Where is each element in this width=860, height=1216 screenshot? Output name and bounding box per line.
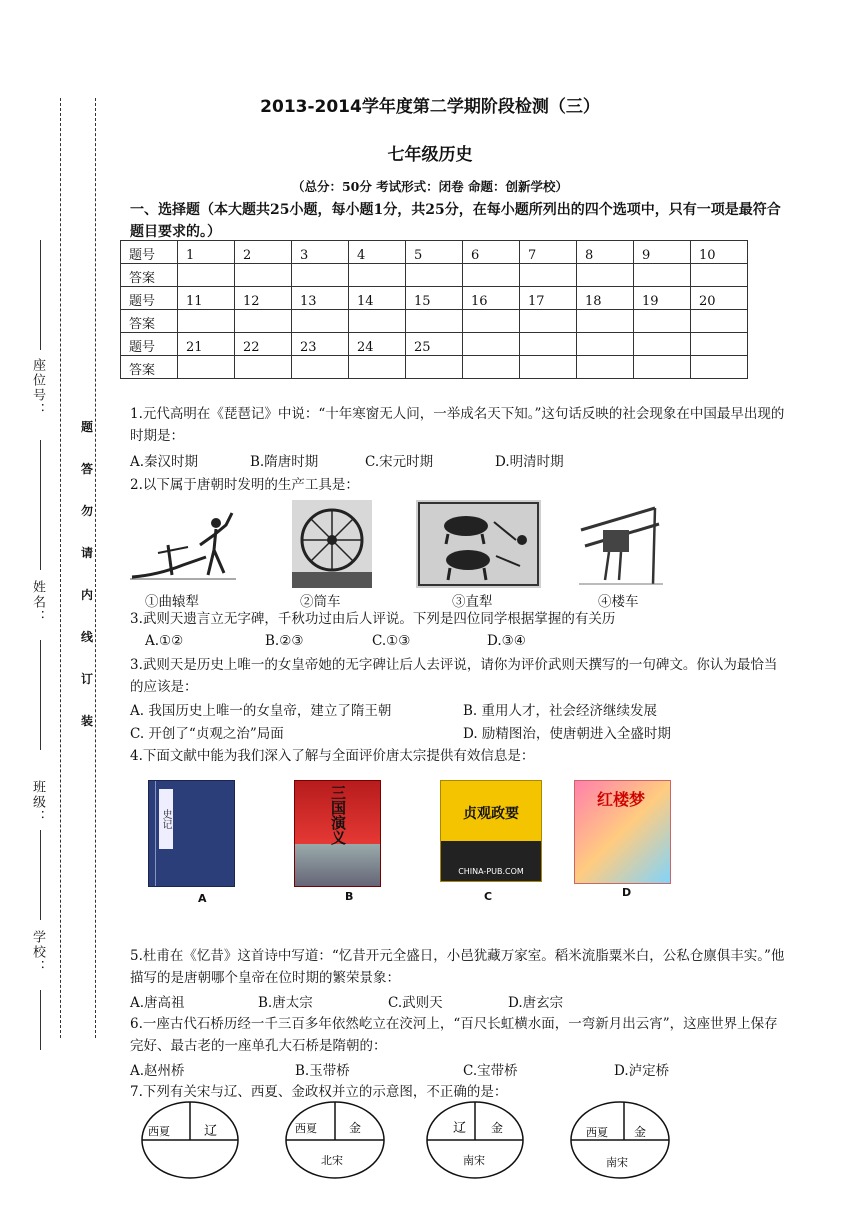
warning-char: 勿 bbox=[80, 504, 93, 518]
water-wheel-image bbox=[292, 500, 372, 588]
answer-cell[interactable] bbox=[406, 356, 463, 379]
answer-cell[interactable] bbox=[292, 356, 349, 379]
name-underline-bottom bbox=[40, 640, 41, 750]
answer-cell[interactable] bbox=[235, 264, 292, 287]
region-label: 南宋 bbox=[606, 1156, 628, 1169]
answer-cell[interactable] bbox=[634, 310, 691, 333]
q5-option-b[interactable]: B.唐太宗 bbox=[258, 995, 313, 1011]
answer-cell[interactable] bbox=[577, 310, 634, 333]
q3b-option-b[interactable]: B. 重用人才，社会经济继续发展 bbox=[463, 703, 658, 719]
region-label: 西夏 bbox=[295, 1122, 317, 1135]
question-number: 5 bbox=[406, 241, 463, 264]
tool-caption: ①曲辕犁 bbox=[145, 594, 199, 610]
question-number: 13 bbox=[292, 287, 349, 310]
q3a-option-d[interactable]: D.③④ bbox=[487, 633, 526, 649]
q6-option-a[interactable]: A.赵州桥 bbox=[130, 1063, 185, 1079]
exam-title: 2013-2014学年度第二学期阶段检测（三） bbox=[260, 97, 600, 117]
q6-option-b[interactable]: B.玉带桥 bbox=[295, 1063, 350, 1079]
question-number: 16 bbox=[463, 287, 520, 310]
answer-cell[interactable] bbox=[178, 310, 235, 333]
book-title: 三国演义 bbox=[329, 785, 347, 845]
question-number: 22 bbox=[235, 333, 292, 356]
book-footer: CHINA-PUB.COM bbox=[458, 867, 524, 876]
answer-cell[interactable] bbox=[577, 264, 634, 287]
question-3b: 3.武则天是历史上唯一的女皇帝她的无字碑让后人去评说，请你为评价武则天撰写的一句碑文。你认为最恰当的应该是： bbox=[130, 657, 778, 695]
empty-cell bbox=[691, 356, 748, 379]
question-number: 17 bbox=[520, 287, 577, 310]
region-label: 西夏 bbox=[586, 1126, 608, 1139]
warning-char: 题 bbox=[80, 420, 93, 434]
region-label: 金 bbox=[634, 1125, 647, 1139]
empty-cell bbox=[520, 356, 577, 379]
empty-cell bbox=[463, 356, 520, 379]
question-number: 3 bbox=[292, 241, 349, 264]
class-label: 班级： bbox=[30, 780, 45, 825]
region-label: 辽 bbox=[204, 1124, 218, 1139]
question-number: 23 bbox=[292, 333, 349, 356]
question-number: 10 bbox=[691, 241, 748, 264]
answer-cell[interactable] bbox=[406, 310, 463, 333]
empty-cell bbox=[463, 333, 520, 356]
book-shiji-cover bbox=[148, 780, 235, 887]
seed-drill-image bbox=[575, 500, 665, 588]
q5-option-d[interactable]: D.唐玄宗 bbox=[508, 995, 564, 1011]
question-number: 12 bbox=[235, 287, 292, 310]
binding-line-inner bbox=[95, 98, 96, 1038]
exam-meta: （总分：50分 考试形式：闭卷 命题：创新学校） bbox=[291, 179, 569, 194]
region-label: 西夏 bbox=[148, 1125, 170, 1138]
q6-option-c[interactable]: C.宝带桥 bbox=[463, 1063, 518, 1079]
question-number: 6 bbox=[463, 241, 520, 264]
exam-subtitle: 七年级历史 bbox=[387, 145, 473, 165]
binding-line-outer bbox=[60, 98, 61, 1038]
question-7: 7.下列有关宋与辽、西夏、金政权并立的示意图，不正确的是： bbox=[130, 1084, 508, 1100]
question-number: 7 bbox=[520, 241, 577, 264]
answer-cell[interactable] bbox=[634, 264, 691, 287]
q3a-option-a[interactable]: A.①② bbox=[145, 633, 184, 649]
straight-plow-image bbox=[416, 500, 541, 588]
map-diagram-b bbox=[283, 1100, 387, 1180]
answer-cell[interactable] bbox=[349, 310, 406, 333]
warning-char: 答 bbox=[80, 462, 93, 476]
question-number: 11 bbox=[178, 287, 235, 310]
book-title: 红楼梦 bbox=[596, 790, 645, 809]
book-label: C bbox=[484, 890, 493, 903]
seat-underline bbox=[40, 240, 41, 350]
table-row bbox=[121, 333, 748, 356]
question-4: 4.下面文献中能为我们深入了解与全面评价唐太宗提供有效信息是： bbox=[130, 748, 535, 764]
answer-cell[interactable] bbox=[235, 310, 292, 333]
question-number: 2 bbox=[235, 241, 292, 264]
question-number: 4 bbox=[349, 241, 406, 264]
region-label: 南宋 bbox=[463, 1154, 485, 1167]
question-number: 1 bbox=[178, 241, 235, 264]
q5-option-c[interactable]: C.武则天 bbox=[388, 995, 443, 1011]
q6-option-d[interactable]: D.泸定桥 bbox=[614, 1063, 670, 1079]
q1-option-c[interactable]: C.宋元时期 bbox=[365, 454, 434, 470]
q1-option-d[interactable]: D.明清时期 bbox=[495, 454, 564, 470]
table-row bbox=[121, 287, 748, 310]
q1-option-b[interactable]: B.隋唐时期 bbox=[250, 454, 319, 470]
book-title: 史记 bbox=[159, 789, 173, 849]
school-underline bbox=[40, 990, 41, 1050]
question-number: 19 bbox=[634, 287, 691, 310]
tool-caption: ②筒车 bbox=[300, 594, 341, 610]
book-sanguo-cover bbox=[294, 780, 381, 887]
empty-cell bbox=[577, 356, 634, 379]
book-title: 贞观政要 bbox=[463, 806, 519, 822]
question-6: 6.一座古代石桥历经一千三百多年依然屹立在洨河上，“百尺长虹横水面，一弯新月出云宵”，这座世界上保存完好、最古老的一座单孔大石桥是隋朝的： bbox=[130, 1016, 778, 1054]
row-label: 答案 bbox=[121, 310, 178, 333]
question-number: 8 bbox=[577, 241, 634, 264]
answer-cell[interactable] bbox=[406, 264, 463, 287]
question-3a: 3.武则天遗言立无字碑，千秋功过由后人评说。下列是四位同学根据掌握的有关历 bbox=[130, 611, 616, 627]
q3b-option-d[interactable]: D. 励精图治，使唐朝进入全盛时期 bbox=[463, 726, 671, 742]
answer-cell[interactable] bbox=[349, 264, 406, 287]
book-zhenguan-cover bbox=[440, 780, 542, 882]
map-diagram-a bbox=[140, 1100, 240, 1180]
question-number: 21 bbox=[178, 333, 235, 356]
name-underline-top bbox=[40, 440, 41, 570]
row-label: 答案 bbox=[121, 264, 178, 287]
warning-char: 订 bbox=[80, 672, 93, 686]
answer-cell[interactable] bbox=[349, 356, 406, 379]
question-number: 25 bbox=[406, 333, 463, 356]
table-row bbox=[121, 356, 748, 379]
answer-cell[interactable] bbox=[235, 356, 292, 379]
book-label: D bbox=[622, 886, 632, 899]
class-underline bbox=[40, 830, 41, 920]
q3b-option-c[interactable]: C. 开创了“贞观之治”局面 bbox=[130, 726, 284, 742]
warning-char: 装 bbox=[80, 714, 93, 728]
book-label: A bbox=[198, 892, 207, 905]
book-hongloumeng-cover bbox=[574, 780, 671, 884]
region-label: 金 bbox=[349, 1121, 362, 1135]
curved-plow-image bbox=[128, 505, 238, 585]
tool-caption: ④楼车 bbox=[598, 594, 639, 610]
question-number: 24 bbox=[349, 333, 406, 356]
question-number: 18 bbox=[577, 287, 634, 310]
question-5: 5.杜甫在《忆昔》这首诗中写道：“忆昔开元全盛日，小邑犹藏万家室。稻米流脂粟米白，公私仓廪俱丰实。”他描写的是唐朝哪个皇帝在位时期的繁荣景象： bbox=[130, 948, 785, 986]
question-number: 15 bbox=[406, 287, 463, 310]
empty-cell bbox=[634, 333, 691, 356]
question-number: 20 bbox=[691, 287, 748, 310]
tool-caption: ③直犁 bbox=[452, 594, 493, 610]
row-label: 题号 bbox=[121, 333, 178, 356]
school-label: 学校： bbox=[30, 930, 45, 975]
empty-cell bbox=[577, 333, 634, 356]
q5-option-a[interactable]: A.唐高祖 bbox=[130, 995, 185, 1011]
answer-cell[interactable] bbox=[691, 310, 748, 333]
answer-cell[interactable] bbox=[292, 264, 349, 287]
seat-label: 座位号： bbox=[30, 358, 45, 418]
table-row bbox=[121, 241, 748, 264]
q1-option-a[interactable]: A.秦汉时期 bbox=[130, 454, 199, 470]
q3b-option-a[interactable]: A. 我国历史上唯一的女皇帝，建立了隋王朝 bbox=[130, 703, 392, 719]
table-row bbox=[121, 310, 748, 333]
question-2: 2.以下属于唐朝时发明的生产工具是： bbox=[130, 477, 359, 493]
question-number: 9 bbox=[634, 241, 691, 264]
region-label: 辽 bbox=[453, 1121, 467, 1136]
name-label: 姓名： bbox=[30, 580, 45, 625]
answer-cell[interactable] bbox=[463, 264, 520, 287]
warning-char: 线 bbox=[80, 630, 93, 644]
answer-cell[interactable] bbox=[178, 264, 235, 287]
question-number: 14 bbox=[349, 287, 406, 310]
map-diagram-c bbox=[425, 1100, 525, 1180]
book-label: B bbox=[345, 890, 354, 903]
answer-table bbox=[120, 240, 748, 379]
region-label: 金 bbox=[491, 1121, 504, 1135]
empty-cell bbox=[520, 333, 577, 356]
warning-char: 请 bbox=[80, 546, 93, 560]
q3a-option-c[interactable]: C.①③ bbox=[372, 633, 411, 649]
question-1: 1.元代高明在《琵琶记》中说：“十年寒窗无人问，一举成名天下知。”这句话反映的社会现象在中国最早出现的时期是： bbox=[130, 406, 785, 444]
empty-cell bbox=[691, 333, 748, 356]
answer-cell[interactable] bbox=[520, 310, 577, 333]
row-label: 题号 bbox=[121, 287, 178, 310]
section-heading: 一、选择题（本大题共25小题，每小题1分，共25分，在每小题所列出的四个选项中，只有一项是最符合题目要求的。） bbox=[130, 202, 781, 240]
answer-cell[interactable] bbox=[178, 356, 235, 379]
answer-cell[interactable] bbox=[292, 310, 349, 333]
warning-char: 内 bbox=[80, 588, 93, 602]
table-row bbox=[121, 264, 748, 287]
q3a-option-b[interactable]: B.②③ bbox=[265, 633, 304, 649]
row-label: 题号 bbox=[121, 241, 178, 264]
map-diagram-d bbox=[568, 1100, 672, 1180]
answer-cell[interactable] bbox=[520, 264, 577, 287]
answer-cell[interactable] bbox=[463, 310, 520, 333]
row-label: 答案 bbox=[121, 356, 178, 379]
empty-cell bbox=[634, 356, 691, 379]
region-label: 北宋 bbox=[321, 1154, 343, 1167]
answer-cell[interactable] bbox=[691, 264, 748, 287]
